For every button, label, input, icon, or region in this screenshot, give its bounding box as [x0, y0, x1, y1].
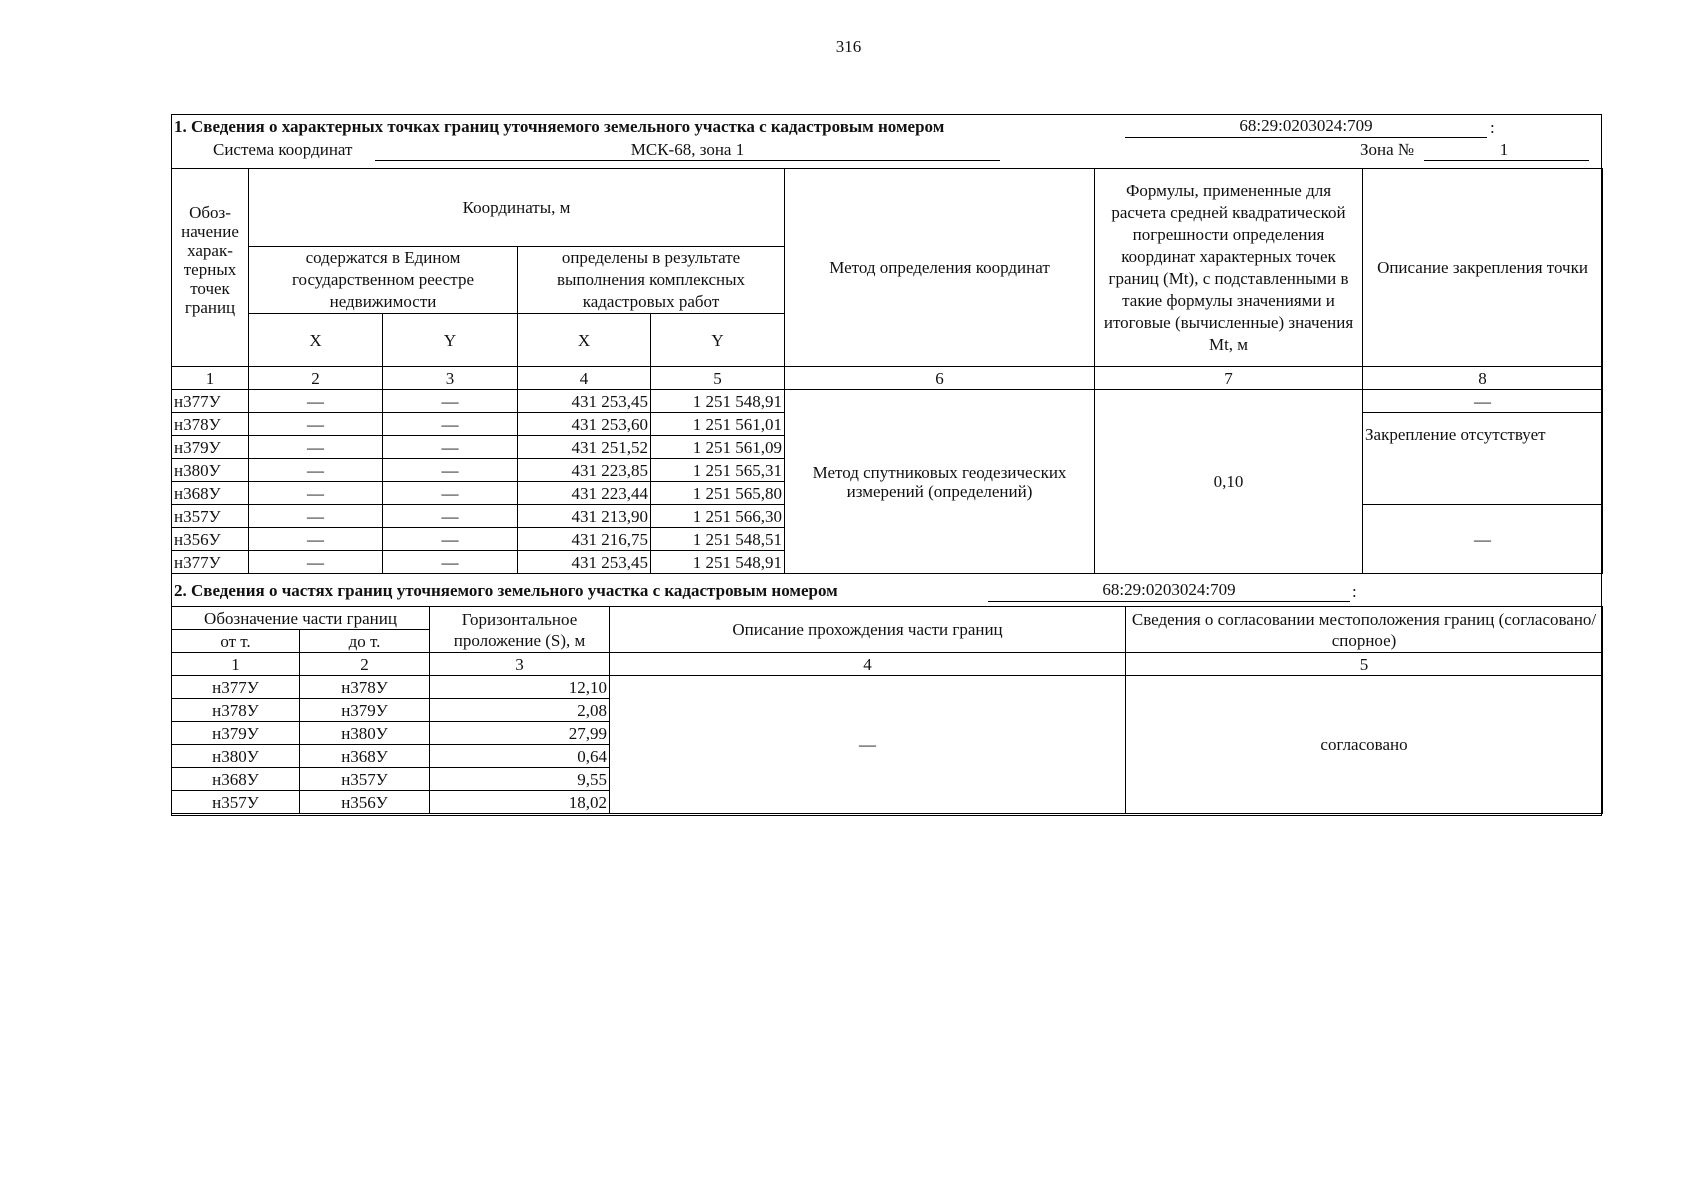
- parts-table: [171, 606, 1603, 814]
- x-egrn: —: [249, 528, 383, 551]
- col-number: 1: [172, 653, 300, 676]
- col-number: 1: [172, 367, 249, 390]
- y-value: 1 251 565,80: [651, 482, 785, 505]
- x-value: 431 253,45: [518, 551, 651, 574]
- x-egrn: —: [249, 436, 383, 459]
- y-value: 1 251 565,31: [651, 459, 785, 482]
- header-x-ckr: X: [518, 314, 651, 367]
- part-to: н379У: [300, 699, 430, 722]
- point-name: н379У: [172, 436, 249, 459]
- y-egrn: —: [383, 482, 518, 505]
- zone-label: Зона №: [1360, 140, 1415, 159]
- part-length: 12,10: [430, 676, 610, 699]
- section2-colon: :: [1352, 582, 1357, 601]
- col-number: 2: [249, 367, 383, 390]
- point-name: н377У: [172, 551, 249, 574]
- y-value: 1 251 566,30: [651, 505, 785, 528]
- point-name: н377У: [172, 390, 249, 413]
- col-number: 3: [383, 367, 518, 390]
- section2-cadastral-number: 68:29:0203024:709: [1102, 580, 1236, 599]
- col-number: 3: [430, 653, 610, 676]
- header-y-egrn: Y: [383, 314, 518, 367]
- part-to: н368У: [300, 745, 430, 768]
- mt-value: 0,10: [1095, 390, 1363, 574]
- header-formulas: Формулы, примененные для расчета средней квадратической погрешности определения координат характерных точек границ (Mt), с подставленными в такие формулы значениями и итоговые (вычисленные) значения Mt, м: [1095, 169, 1363, 367]
- header-designation: Обоз- начение харак- терных точек границ: [172, 169, 249, 367]
- zone-value: 1: [1499, 140, 1509, 159]
- header-length: Горизонтальное проложение (S), м: [430, 607, 610, 653]
- y-egrn: —: [383, 390, 518, 413]
- table-row: [172, 390, 1603, 413]
- col-number: 4: [610, 653, 1126, 676]
- header-method: Метод определения координат: [785, 169, 1095, 367]
- points-table: [171, 168, 1603, 574]
- x-value: 431 223,44: [518, 482, 651, 505]
- part-to: н378У: [300, 676, 430, 699]
- header-x-egrn: X: [249, 314, 383, 367]
- part-to: н357У: [300, 768, 430, 791]
- section1-cadastral-number: 68:29:0203024:709: [1239, 116, 1373, 135]
- header-egrn: содержатся в Едином государственном реестре недвижимости: [249, 247, 518, 314]
- fixing-bottom: —: [1363, 505, 1603, 574]
- y-value: 1 251 548,91: [651, 551, 785, 574]
- y-egrn: —: [383, 413, 518, 436]
- section2-cadastral-underline: [988, 601, 1350, 602]
- point-name: н378У: [172, 413, 249, 436]
- y-egrn: —: [383, 436, 518, 459]
- header-y-ckr: Y: [651, 314, 785, 367]
- col-number: 7: [1095, 367, 1363, 390]
- part-length: 9,55: [430, 768, 610, 791]
- section1-title: [174, 117, 944, 136]
- part-length: 18,02: [430, 791, 610, 814]
- col-number: 2: [300, 653, 430, 676]
- part-to: н380У: [300, 722, 430, 745]
- y-value: 1 251 561,09: [651, 436, 785, 459]
- header-cadastral-works: определены в результате выполнения комплексных кадастровых работ: [518, 247, 785, 314]
- coord-system-value: МСК-68, зона 1: [630, 140, 745, 159]
- header-to: до т.: [300, 630, 430, 653]
- header-description: Описание прохождения части границ: [610, 607, 1126, 653]
- agreement-value: согласовано: [1126, 676, 1603, 814]
- header-agreement: Сведения о согласовании местоположения границ (согласовано/спорное): [1126, 607, 1603, 653]
- part-from: н357У: [172, 791, 300, 814]
- part-from: н379У: [172, 722, 300, 745]
- section2-title: [174, 581, 838, 600]
- col-number: 6: [785, 367, 1095, 390]
- point-name: н380У: [172, 459, 249, 482]
- x-value: 431 251,52: [518, 436, 651, 459]
- part-to: н356У: [300, 791, 430, 814]
- y-egrn: —: [383, 459, 518, 482]
- coord-system-label: Система координат: [213, 140, 353, 159]
- x-value: 431 253,45: [518, 390, 651, 413]
- x-value: 431 253,60: [518, 413, 651, 436]
- x-egrn: —: [249, 551, 383, 574]
- point-name: н356У: [172, 528, 249, 551]
- x-value: 431 223,85: [518, 459, 651, 482]
- col-number: 5: [651, 367, 785, 390]
- part-from: н368У: [172, 768, 300, 791]
- header-from: от т.: [172, 630, 300, 653]
- zone-underline: [1424, 160, 1589, 161]
- page-number: 316: [835, 37, 862, 56]
- x-egrn: —: [249, 482, 383, 505]
- x-value: 431 216,75: [518, 528, 651, 551]
- fixing-top: —: [1363, 390, 1603, 413]
- x-egrn: —: [249, 390, 383, 413]
- col-number: 4: [518, 367, 651, 390]
- section1-cadastral-underline: [1125, 137, 1487, 138]
- y-egrn: —: [383, 505, 518, 528]
- col-number: 8: [1363, 367, 1603, 390]
- point-name: н368У: [172, 482, 249, 505]
- point-name: н357У: [172, 505, 249, 528]
- section1-colon: :: [1490, 118, 1495, 137]
- part-length: 0,64: [430, 745, 610, 768]
- fixing-mid: Закрепление отсутствует: [1363, 413, 1603, 505]
- header-fixing: Описание закрепления точки: [1363, 169, 1603, 367]
- method-value: Метод спутниковых геодезических измерений (определений): [785, 390, 1095, 574]
- x-egrn: —: [249, 505, 383, 528]
- part-from: н380У: [172, 745, 300, 768]
- header-part: Обозначение части границ: [172, 607, 430, 630]
- y-egrn: —: [383, 528, 518, 551]
- y-value: 1 251 548,91: [651, 390, 785, 413]
- y-value: 1 251 561,01: [651, 413, 785, 436]
- part-length: 2,08: [430, 699, 610, 722]
- part-length: 27,99: [430, 722, 610, 745]
- header-coordinates: Координаты, м: [249, 169, 785, 247]
- table-row: [172, 676, 1603, 699]
- x-egrn: —: [249, 413, 383, 436]
- part-from: н377У: [172, 676, 300, 699]
- x-value: 431 213,90: [518, 505, 651, 528]
- coord-system-underline: [375, 160, 1000, 161]
- section1-title-text: 1. Сведения о характерных точках границ уточняемого земельного участка с кадастровым номером: [174, 117, 945, 136]
- x-egrn: —: [249, 459, 383, 482]
- y-value: 1 251 548,51: [651, 528, 785, 551]
- section2-title-text: 2. Сведения о частях границ уточняемого земельного участка с кадастровым номером: [174, 581, 838, 600]
- y-egrn: —: [383, 551, 518, 574]
- part-from: н378У: [172, 699, 300, 722]
- description-value: —: [610, 676, 1126, 814]
- col-number: 5: [1126, 653, 1603, 676]
